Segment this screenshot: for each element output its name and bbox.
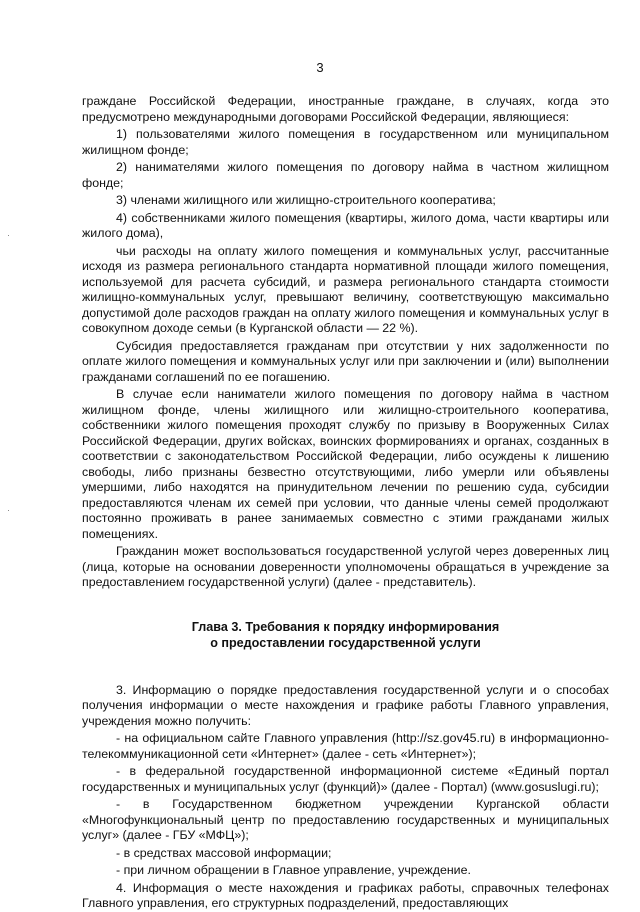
paragraph: чьи расходы на оплату жилого помещения и коммунальных услуг, рассчитанные исходя из размера регионального стандарта нормативной площади жилого помещения, используемой для расчета субсидий, и размера регионального стандарта стоимости жилищно-коммунальных услуг, превышают величину, соответствующую максимально допустимой доле расходов граждан на оплату жилого помещения и коммунальных услуг в совокупном доходе семьи (в Курганской области — 22 %). (82, 243, 609, 335)
chapter-heading (82, 619, 609, 651)
chapter-heading-line-1: Глава 3. Требования к порядку информирования (191, 619, 500, 634)
page-number: 3 (316, 60, 324, 75)
paragraph: 3. Информацию о порядке предоставления государственной услуги и о способах получения информации о месте нахождения и графике работы Главного управления, учреждения можно получить: (82, 682, 609, 728)
paragraph: - в средствах массовой информации; (116, 845, 332, 860)
margin-mark: · (7, 505, 10, 515)
paragraph: Гражданин может воспользоваться государственной услугой через доверенных лиц (лица, которые на основании доверенности уполномочены обращаться в учреждение за предоставлением государственной услуги) (далее - представитель). (82, 544, 609, 589)
paragraph: - в Государственном бюджетном учреждении Курганской области «Многофункциональный центр по предоставлению государственных и муниципальных услуг» (далее - ГБУ «МФЦ»); (82, 797, 609, 842)
paragraph: В случае если наниматели жилого помещения по договору найма в частном жилищном фонде, члены жилищного или жилищно-строительного кооператива, собственники жилого помещения проходят службу по призыву в Вооруженных Силах Российской Федерации, других войсках, воинских формированиях и органах, созданных в соответствии с законодательством Российской Федерации, либо осуждены к лишению свободы, либо признаны безвестно отсутствующими, либо умерли или объявлены умершими, либо находятся на принудительном лечении по решению суда, субсидии предоставляются членам их семей при условии, что данные члены семей продолжают постоянно проживать в ранее занимаемых совместно с этими гражданами жилых помещениях. (82, 387, 609, 541)
paragraph: 4. Информация о месте нахождения и графиках работы, справочных телефонах Главного управления, его структурных подразделений, предоставляющих (82, 880, 609, 910)
margin-mark: · (7, 230, 10, 240)
paragraph: 1) пользователями жилого помещения в государственном или муниципальном жилищном фонде; (82, 127, 609, 157)
paragraph: - в федеральной государственной информационной системе «Единый портал государственных и муниципальных услуг (функций)» (далее - Портал) (www.gosuslugi.ru); (82, 764, 609, 794)
paragraph: 3) членами жилищного или жилищно-строительного кооператива; (116, 193, 496, 207)
paragraph: - на официальном сайте Главного управления (http://sz.gov45.ru) в информационно-телекоммуникационной сети «Интернет» (далее - сеть «Интернет»); (82, 731, 609, 761)
paragraph: граждане Российской Федерации, иностранные граждане, в случаях, когда это предусмотрено международными договорами Российской Федерации, являющиеся: (82, 94, 609, 124)
paragraph: 4) собственниками жилого помещения (квартиры, жилого дома, части квартиры или жилого дома), (82, 210, 609, 240)
paragraphs-bottom (82, 683, 609, 912)
paragraphs-top (82, 94, 609, 591)
chapter-heading-line-2: о предоставлении государственной услуги (210, 635, 481, 650)
paragraph: - при личном обращении в Главное управление, учреждение. (116, 863, 471, 877)
paragraph: 2) нанимателями жилого помещения по договору найма в частном жилищном фонде; (82, 160, 609, 190)
paragraph: Субсидия предоставляется гражданам при отсутствии у них задолженности по оплате жилого помещения и коммунальных услуг или при заключении и (или) выполнении гражданами соглашений по ее погашению. (82, 338, 609, 384)
document-body (82, 94, 609, 912)
